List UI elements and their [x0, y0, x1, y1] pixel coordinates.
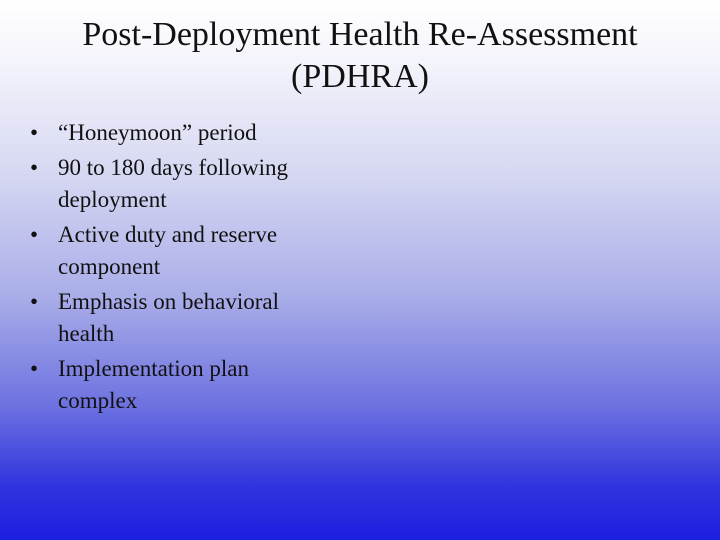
bullet-icon: • [30, 120, 39, 145]
bullet-text: Active duty and reserve component [58, 222, 278, 279]
slide-title: Post-Deployment Health Re-Assessment (PDHRA) [82, 16, 638, 95]
bullet-list [30, 117, 330, 420]
bullet-item [30, 353, 330, 417]
bullet-icon: • [30, 356, 39, 381]
bullet-item [30, 219, 330, 283]
bullet-icon: • [30, 155, 39, 180]
bullet-text: Implementation plan complex [58, 356, 249, 413]
bullet-icon: • [30, 289, 39, 314]
bullet-text: Emphasis on behavioral health [58, 289, 280, 346]
bullet-item [30, 117, 330, 149]
bullet-text: “Honeymoon” period [58, 120, 257, 145]
bullet-icon: • [30, 222, 39, 247]
bullet-item [30, 152, 330, 216]
bullet-item [30, 286, 330, 350]
bullet-text: 90 to 180 days following deployment [58, 155, 288, 212]
